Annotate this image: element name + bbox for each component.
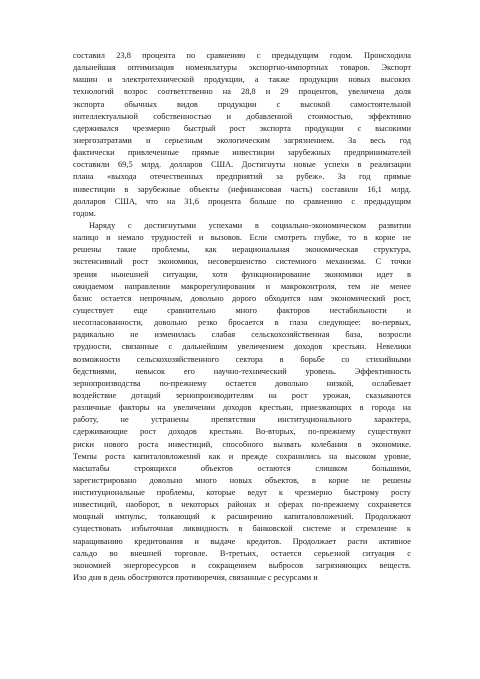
text-line: риски нового роста инвестиций, способного вызвать колебания в экономике. xyxy=(73,439,411,449)
text-line: инвестиции в зарубежные объекты (нефинансовая часть) составили 16,1 млрд. xyxy=(73,184,411,194)
text-line: различные факторы на увеличении доходов крестьян, приезжающих в города на xyxy=(73,403,411,413)
text-line: базис остается непрочным, довольно дорого обходится нам экономический рост, xyxy=(73,293,411,303)
text-line: несогласованности, довольно резко бросается в глаза следующее: во-первых, xyxy=(73,318,411,328)
text-line: экономией энергоресурсов и сокращением выбросов загрязняющих веществ. xyxy=(73,560,411,570)
text-line: составили 69,5 млрд. долларов США. Достигнуты новые успехи в реализации xyxy=(73,160,411,170)
text-line: инвестиций, наоборот, в некоторых районах и сферах по-прежнему сохраняется xyxy=(73,500,411,510)
text-line: бедствиями, невысок его научно-технический уровень. Эффективность xyxy=(73,366,411,376)
text-line: годом. xyxy=(73,208,96,218)
text-line: Темпы роста капиталовложений как и прежде сохранились на высоком уровне, xyxy=(73,451,411,461)
text-line: энергозатратами и серьезным экологическим загрязнением. За весь год xyxy=(73,135,411,145)
text-line: экспорта обычных видов продукции с высокой самостоятельной xyxy=(73,99,411,109)
text-line: масштабы строящихся объектов остаются слишком большими, xyxy=(73,463,411,473)
paragraph xyxy=(73,50,411,220)
text-line: возможности сельскохозяйственного сектора в борьбе со стихийными xyxy=(73,354,411,364)
text-line: воздействие дотаций зернопроизводителям на рост урожая, сказываются xyxy=(73,390,411,400)
text-line: сдерживающие рост доходов крестьян. Во-вторых, по-прежнему существуют xyxy=(73,427,411,437)
text-line: зрения нынешней ситуации, хотя функционирование экономики идет в xyxy=(73,269,411,279)
text-line: долларов США, что на 31,6 процента больше по сравнению с предыдущим xyxy=(73,196,411,206)
text-line: существовать избыточная ликвидность в банковской системе и стремление к xyxy=(73,524,411,534)
text-line: наращиванию кредитования и выдаче кредитов. Продолжает расти активное xyxy=(73,536,411,546)
text-line: трудности, связанные с дальнейшим увеличением доходов крестьян. Невелики xyxy=(73,342,411,352)
text-line: зернопроизводства по-прежнему остается довольно низкой, ослабевает xyxy=(73,378,411,388)
text-line: работу, не устранены препятствия институционального характера, xyxy=(73,415,411,425)
text-line: машин и электротехнической продукции, а также продукции новых высоких xyxy=(73,75,411,85)
text-line: радикально не изменилась слабая сельскохозяйственная база, возросли xyxy=(73,330,411,340)
text-line: технологий возрос соответственно на 28,8 и 29 процентов, увеличена доля xyxy=(73,87,411,97)
text-line: мощный импульс, толкающий к расширению капиталовложений. Продолжают xyxy=(73,512,411,522)
text-line: зарегистрировано довольно много новых объектов, в корне не решены xyxy=(73,475,411,485)
text-line: институциональные проблемы, которые ведут к чрезмерно быстрому росту xyxy=(73,488,411,498)
text-line: плана «выхода отечественных предприятий за рубеж». За год прямые xyxy=(73,172,411,182)
text-line: фактически привлеченные прямые инвестиции зарубежных предпринимателей xyxy=(73,148,411,158)
text-line: дальнейшая оптимизация номенклатуры экспортно-импортных товаров. Экспорт xyxy=(73,63,411,73)
body-text xyxy=(73,50,411,584)
text-line: ожидаемом направлении макрорегулирования и макроконтроля, тем не менее xyxy=(73,281,411,291)
paragraph xyxy=(73,220,411,584)
text-line: существует еще сравнительно много факторов нестабильности и xyxy=(73,305,411,315)
text-line: Изо дня в день обостряются противоречия, связанные с ресурсами и xyxy=(73,573,318,583)
text-line: интеллектуальной собственностью и добавленной стоимостью, эффективно xyxy=(73,111,411,121)
text-line: составил 23,8 процента по сравнению с предыдущим годом. Происходила xyxy=(73,51,411,60)
text-line: сдерживался чрезмерно быстрый рост экспорта продукции с высокими xyxy=(73,123,411,133)
text-line: налицо и немало трудностей и вызовов. Если смотреть глубже, то в корне не xyxy=(73,233,411,243)
text-line: Наряду с достигнутыми успехами в социально-экономическом развитии xyxy=(89,220,411,230)
text-line: решены такие проблемы, как нерациональная экономическая структура, xyxy=(73,245,411,255)
text-line: экстенсивный рост экономики, несовершенство системного механизма. С точки xyxy=(73,257,411,267)
text-line: сальдо во внешней торговле. В-третьих, остается серьезной ситуация с xyxy=(73,548,411,558)
